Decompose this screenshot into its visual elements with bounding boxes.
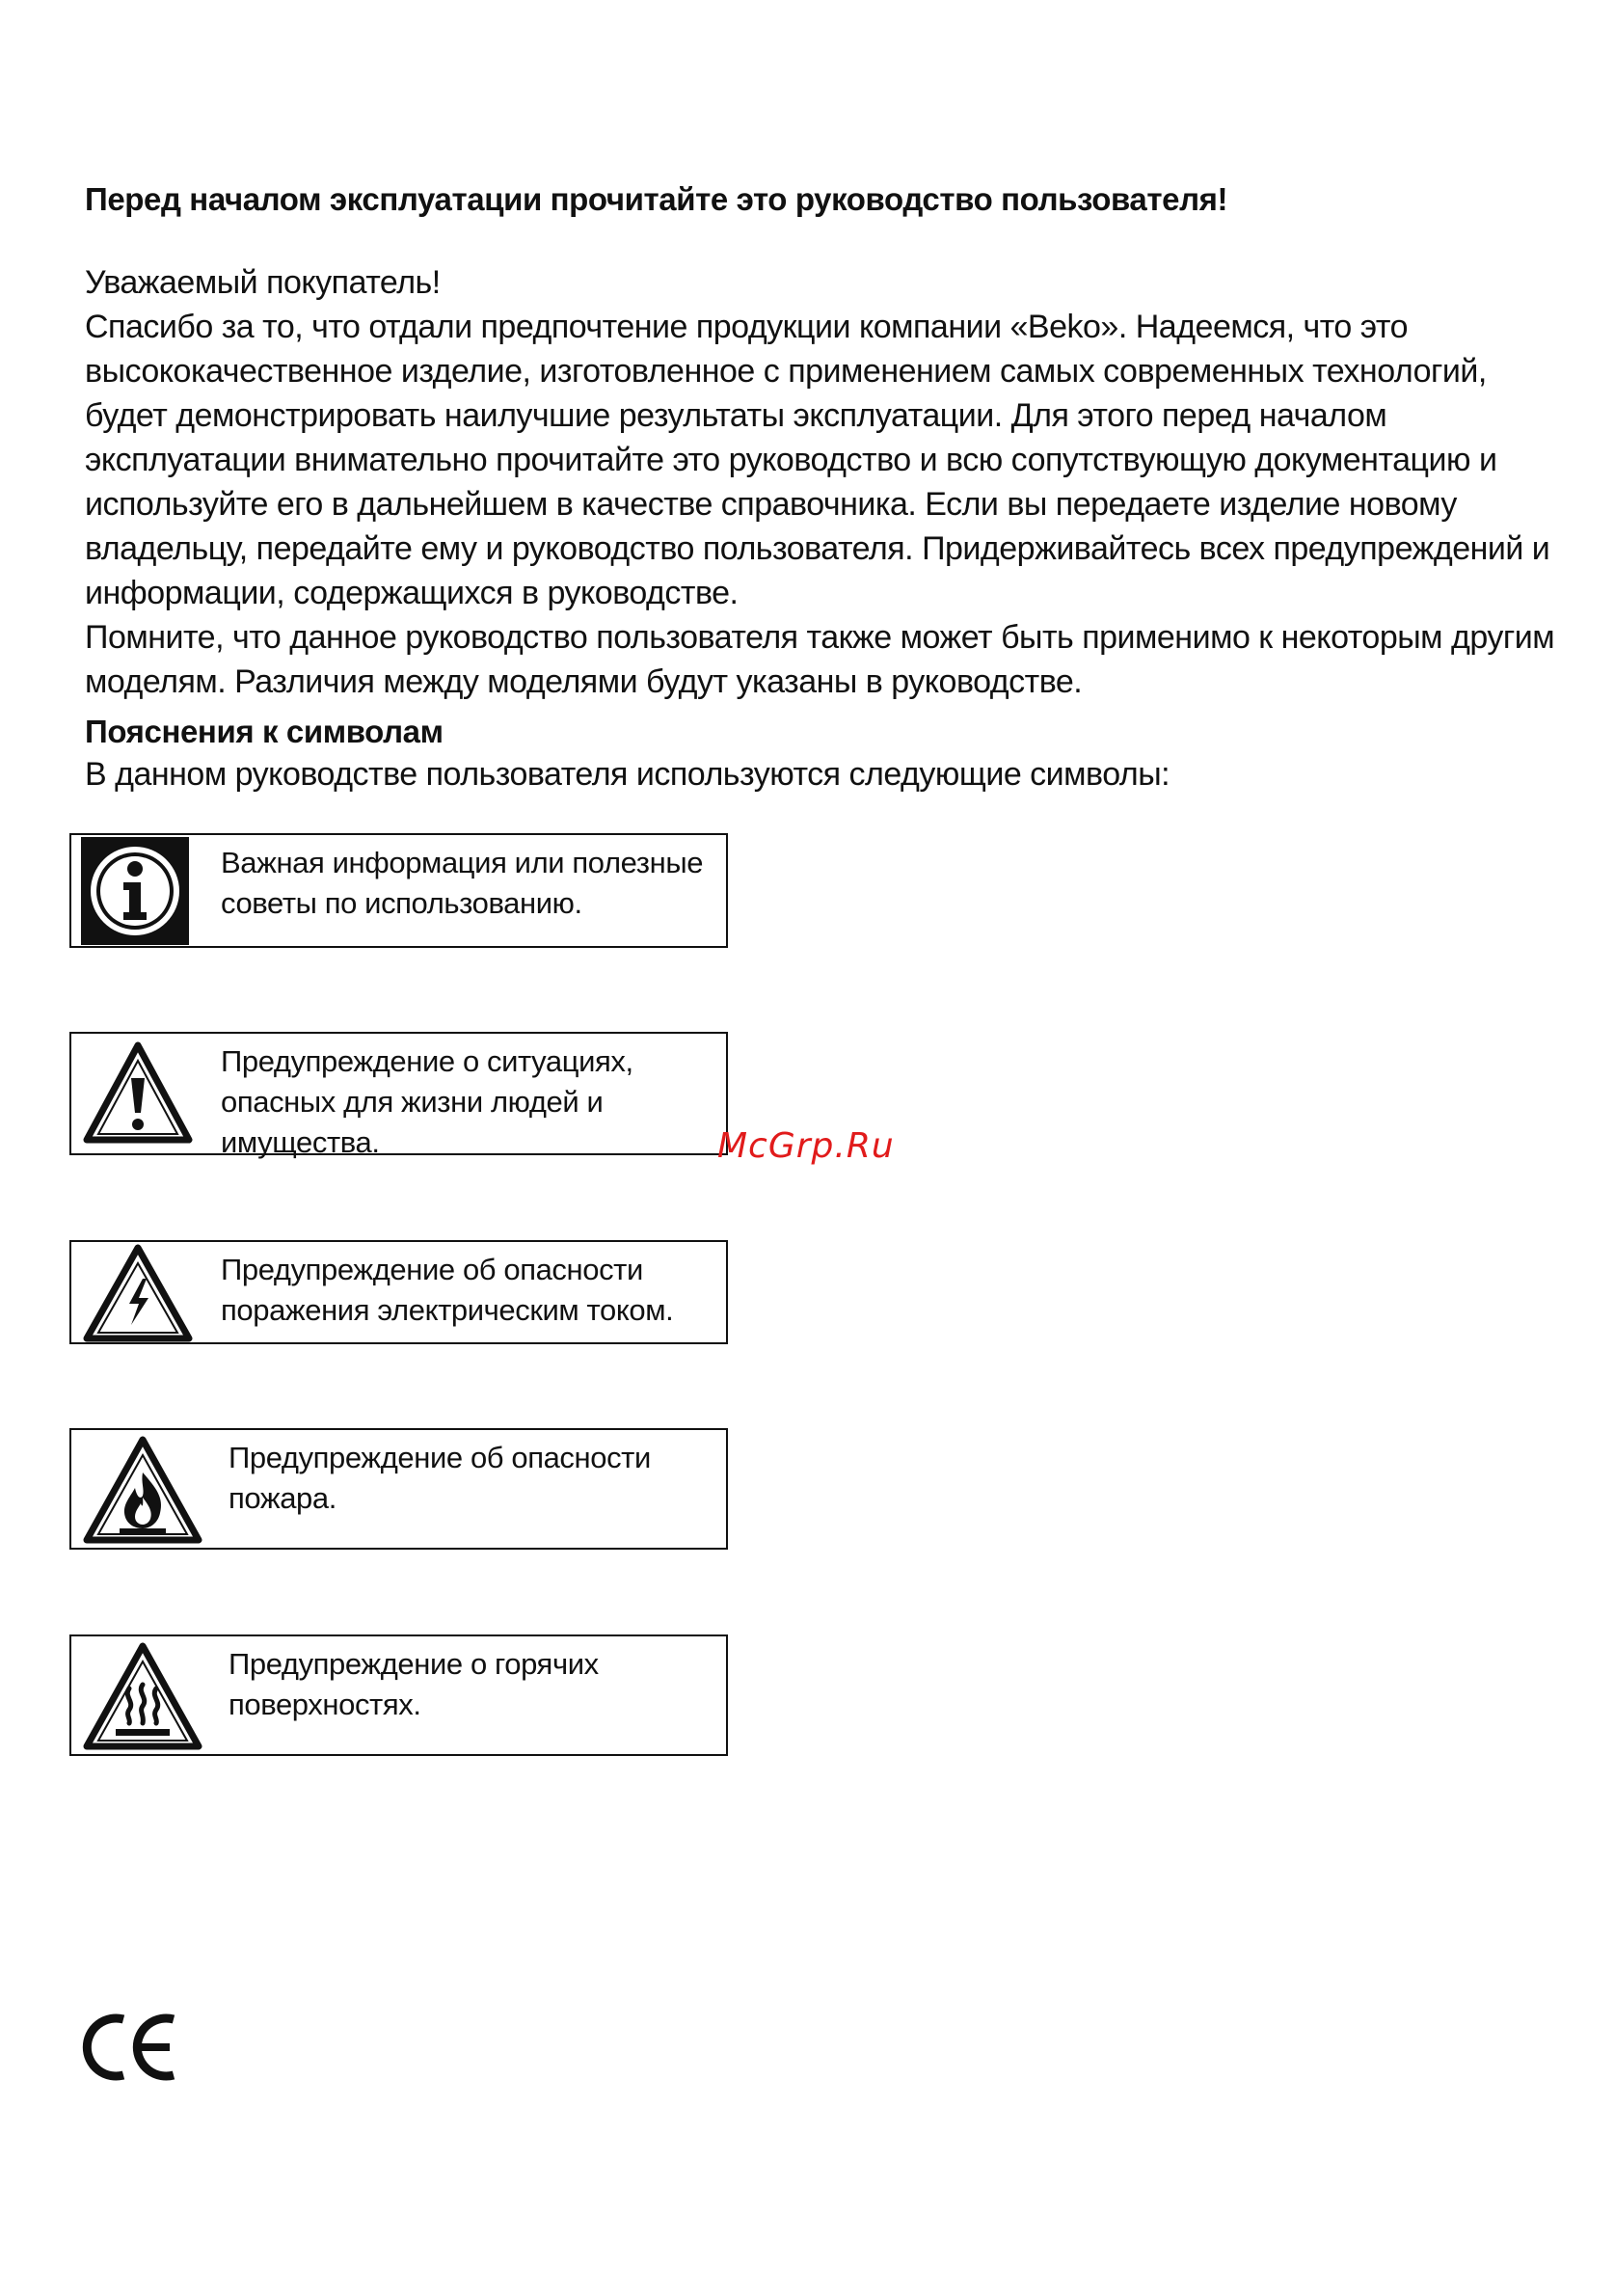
symbol-text-hot-surface: Предупреждение о горячих поверхностях. bbox=[229, 1647, 599, 1721]
intro-text bbox=[85, 260, 1570, 704]
symbols-heading: Пояснения к символам bbox=[85, 714, 444, 749]
symbol-text-warning: Предупреждение о ситуациях, опасных для жизни людей и имущества. bbox=[221, 1044, 633, 1159]
symbol-box-fire bbox=[69, 1428, 728, 1550]
symbol-box-electric bbox=[69, 1240, 728, 1344]
hot-surface-icon bbox=[81, 1640, 204, 1757]
info-icon bbox=[81, 837, 189, 950]
greeting: Уважаемый покупатель! bbox=[85, 264, 441, 301]
ce-mark-icon bbox=[81, 2013, 179, 2086]
symbol-text-fire: Предупреждение об опасности пожара. bbox=[229, 1441, 651, 1515]
intro-paragraph-2: Помните, что данное руководство пользователя также может быть применимо к некоторым другим моделям. Различия между моделями будут указаны в руководстве. bbox=[85, 619, 1555, 700]
symbol-box-info bbox=[69, 833, 728, 948]
watermark: McGrp.Ru bbox=[717, 1126, 895, 1166]
symbol-box-hot-surface bbox=[69, 1634, 728, 1756]
page-title: Перед началом эксплуатации прочитайте это руководство пользователя! bbox=[85, 181, 1228, 217]
symbol-text-electric: Предупреждение об опасности поражения электрическим током. bbox=[221, 1253, 674, 1327]
fire-hazard-icon bbox=[81, 1434, 204, 1551]
intro-paragraph-1: Спасибо за то, что отдали предпочтение продукции компании «Beko». Надеемся, что это высококачественное изделие, изготовленное с применением самых современных технологий, будет демонстрировать наилучшие результаты эксплуатации. Для этого перед началом эксплуатации внимательно прочитайте это руководство и всю сопутствующую документацию и используйте его в дальнейшем в качестве справочника. Если вы передаете изделие новому владельцу, передайте ему и руководство пользователя. Придерживайтесь всех предупреждений и информации, содержащихся в руководстве. bbox=[85, 309, 1550, 611]
electric-shock-icon bbox=[81, 1244, 195, 1349]
symbol-text-info: Важная информация или полезные советы по использованию. bbox=[221, 846, 704, 920]
symbols-intro: В данном руководстве пользователя используются следующие символы: bbox=[85, 756, 1170, 793]
symbol-box-warning bbox=[69, 1032, 728, 1159]
warning-icon bbox=[81, 1040, 195, 1152]
